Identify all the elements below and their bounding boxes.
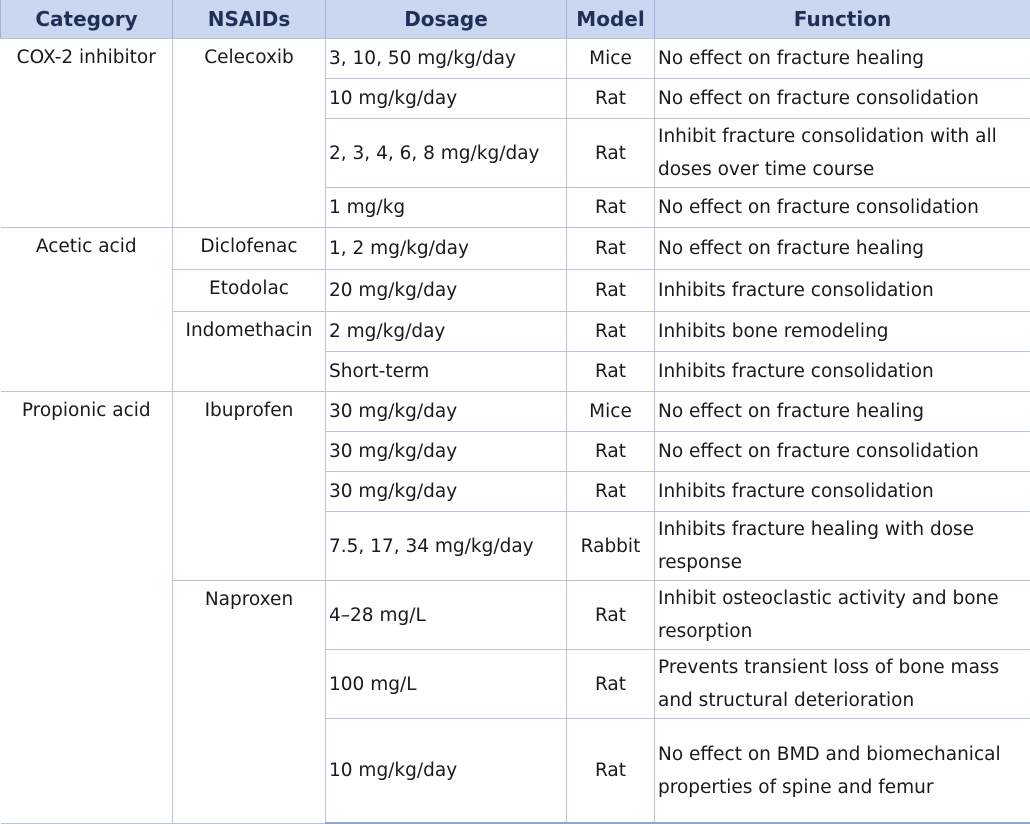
header-nsaids: NSAIDs bbox=[173, 0, 326, 39]
function-cell: Inhibits fracture consolidation bbox=[655, 270, 1030, 312]
header-row bbox=[1, 0, 1030, 39]
model-cell: Rat bbox=[567, 119, 655, 188]
dosage-cell: 2, 3, 4, 6, 8 mg/kg/day bbox=[326, 119, 567, 188]
header-dosage: Dosage bbox=[326, 0, 567, 39]
dosage-cell: 10 mg/kg/day bbox=[326, 79, 567, 119]
dosage-cell: 20 mg/kg/day bbox=[326, 270, 567, 312]
nsaid-cell: Indomethacin bbox=[173, 312, 326, 392]
model-cell: Rat bbox=[567, 719, 655, 824]
function-cell: Inhibit osteoclastic activity and bone resorption bbox=[655, 581, 1030, 650]
model-cell: Rat bbox=[567, 650, 655, 719]
model-cell: Mice bbox=[567, 392, 655, 432]
header-function: Function bbox=[655, 0, 1030, 39]
model-cell: Rat bbox=[567, 472, 655, 512]
model-cell: Rat bbox=[567, 79, 655, 119]
function-cell: Prevents transient loss of bone mass and structural deterioration bbox=[655, 650, 1030, 719]
category-cell: Propionic acid bbox=[1, 392, 173, 824]
dosage-cell: 10 mg/kg/day bbox=[326, 719, 567, 824]
table-row bbox=[1, 392, 1030, 432]
model-cell: Rat bbox=[567, 581, 655, 650]
function-cell: No effect on fracture healing bbox=[655, 228, 1030, 270]
model-cell: Rat bbox=[567, 270, 655, 312]
function-cell: No effect on BMD and biomechanical properties of spine and femur bbox=[655, 719, 1030, 824]
function-cell: No effect on fracture healing bbox=[655, 392, 1030, 432]
model-cell: Rat bbox=[567, 312, 655, 352]
dosage-cell: 1 mg/kg bbox=[326, 188, 567, 228]
function-cell: Inhibit fracture consolidation with all doses over time course bbox=[655, 119, 1030, 188]
dosage-cell: 3, 10, 50 mg/kg/day bbox=[326, 39, 567, 79]
function-cell: No effect on fracture healing bbox=[655, 39, 1030, 79]
dosage-cell: 30 mg/kg/day bbox=[326, 432, 567, 472]
model-cell: Rat bbox=[567, 352, 655, 392]
dosage-cell: 30 mg/kg/day bbox=[326, 392, 567, 432]
nsaid-cell: Etodolac bbox=[173, 270, 326, 312]
model-cell: Mice bbox=[567, 39, 655, 79]
model-cell: Rat bbox=[567, 228, 655, 270]
category-cell: COX-2 inhibitor bbox=[1, 39, 173, 228]
dosage-cell: 30 mg/kg/day bbox=[326, 472, 567, 512]
header-category: Category bbox=[1, 0, 173, 39]
function-cell: Inhibits fracture consolidation bbox=[655, 472, 1030, 512]
nsaid-cell: Diclofenac bbox=[173, 228, 326, 270]
model-cell: Rat bbox=[567, 432, 655, 472]
model-cell: Rabbit bbox=[567, 512, 655, 581]
table-row bbox=[1, 228, 1030, 270]
category-cell: Acetic acid bbox=[1, 228, 173, 392]
dosage-cell: 7.5, 17, 34 mg/kg/day bbox=[326, 512, 567, 581]
nsaid-cell: Naproxen bbox=[173, 581, 326, 824]
dosage-cell: 100 mg/L bbox=[326, 650, 567, 719]
function-cell: Inhibits bone remodeling bbox=[655, 312, 1030, 352]
table-row bbox=[1, 39, 1030, 79]
nsaid-cell: Ibuprofen bbox=[173, 392, 326, 581]
function-cell: No effect on fracture consolidation bbox=[655, 432, 1030, 472]
function-cell: No effect on fracture consolidation bbox=[655, 188, 1030, 228]
function-cell: No effect on fracture consolidation bbox=[655, 79, 1030, 119]
nsaid-cell: Celecoxib bbox=[173, 39, 326, 228]
function-cell: Inhibits fracture consolidation bbox=[655, 352, 1030, 392]
dosage-cell: 1, 2 mg/kg/day bbox=[326, 228, 567, 270]
model-cell: Rat bbox=[567, 188, 655, 228]
dosage-cell: 2 mg/kg/day bbox=[326, 312, 567, 352]
function-cell: Inhibits fracture healing with dose response bbox=[655, 512, 1030, 581]
dosage-cell: Short-term bbox=[326, 352, 567, 392]
header-model: Model bbox=[567, 0, 655, 39]
dosage-cell: 4–28 mg/L bbox=[326, 581, 567, 650]
